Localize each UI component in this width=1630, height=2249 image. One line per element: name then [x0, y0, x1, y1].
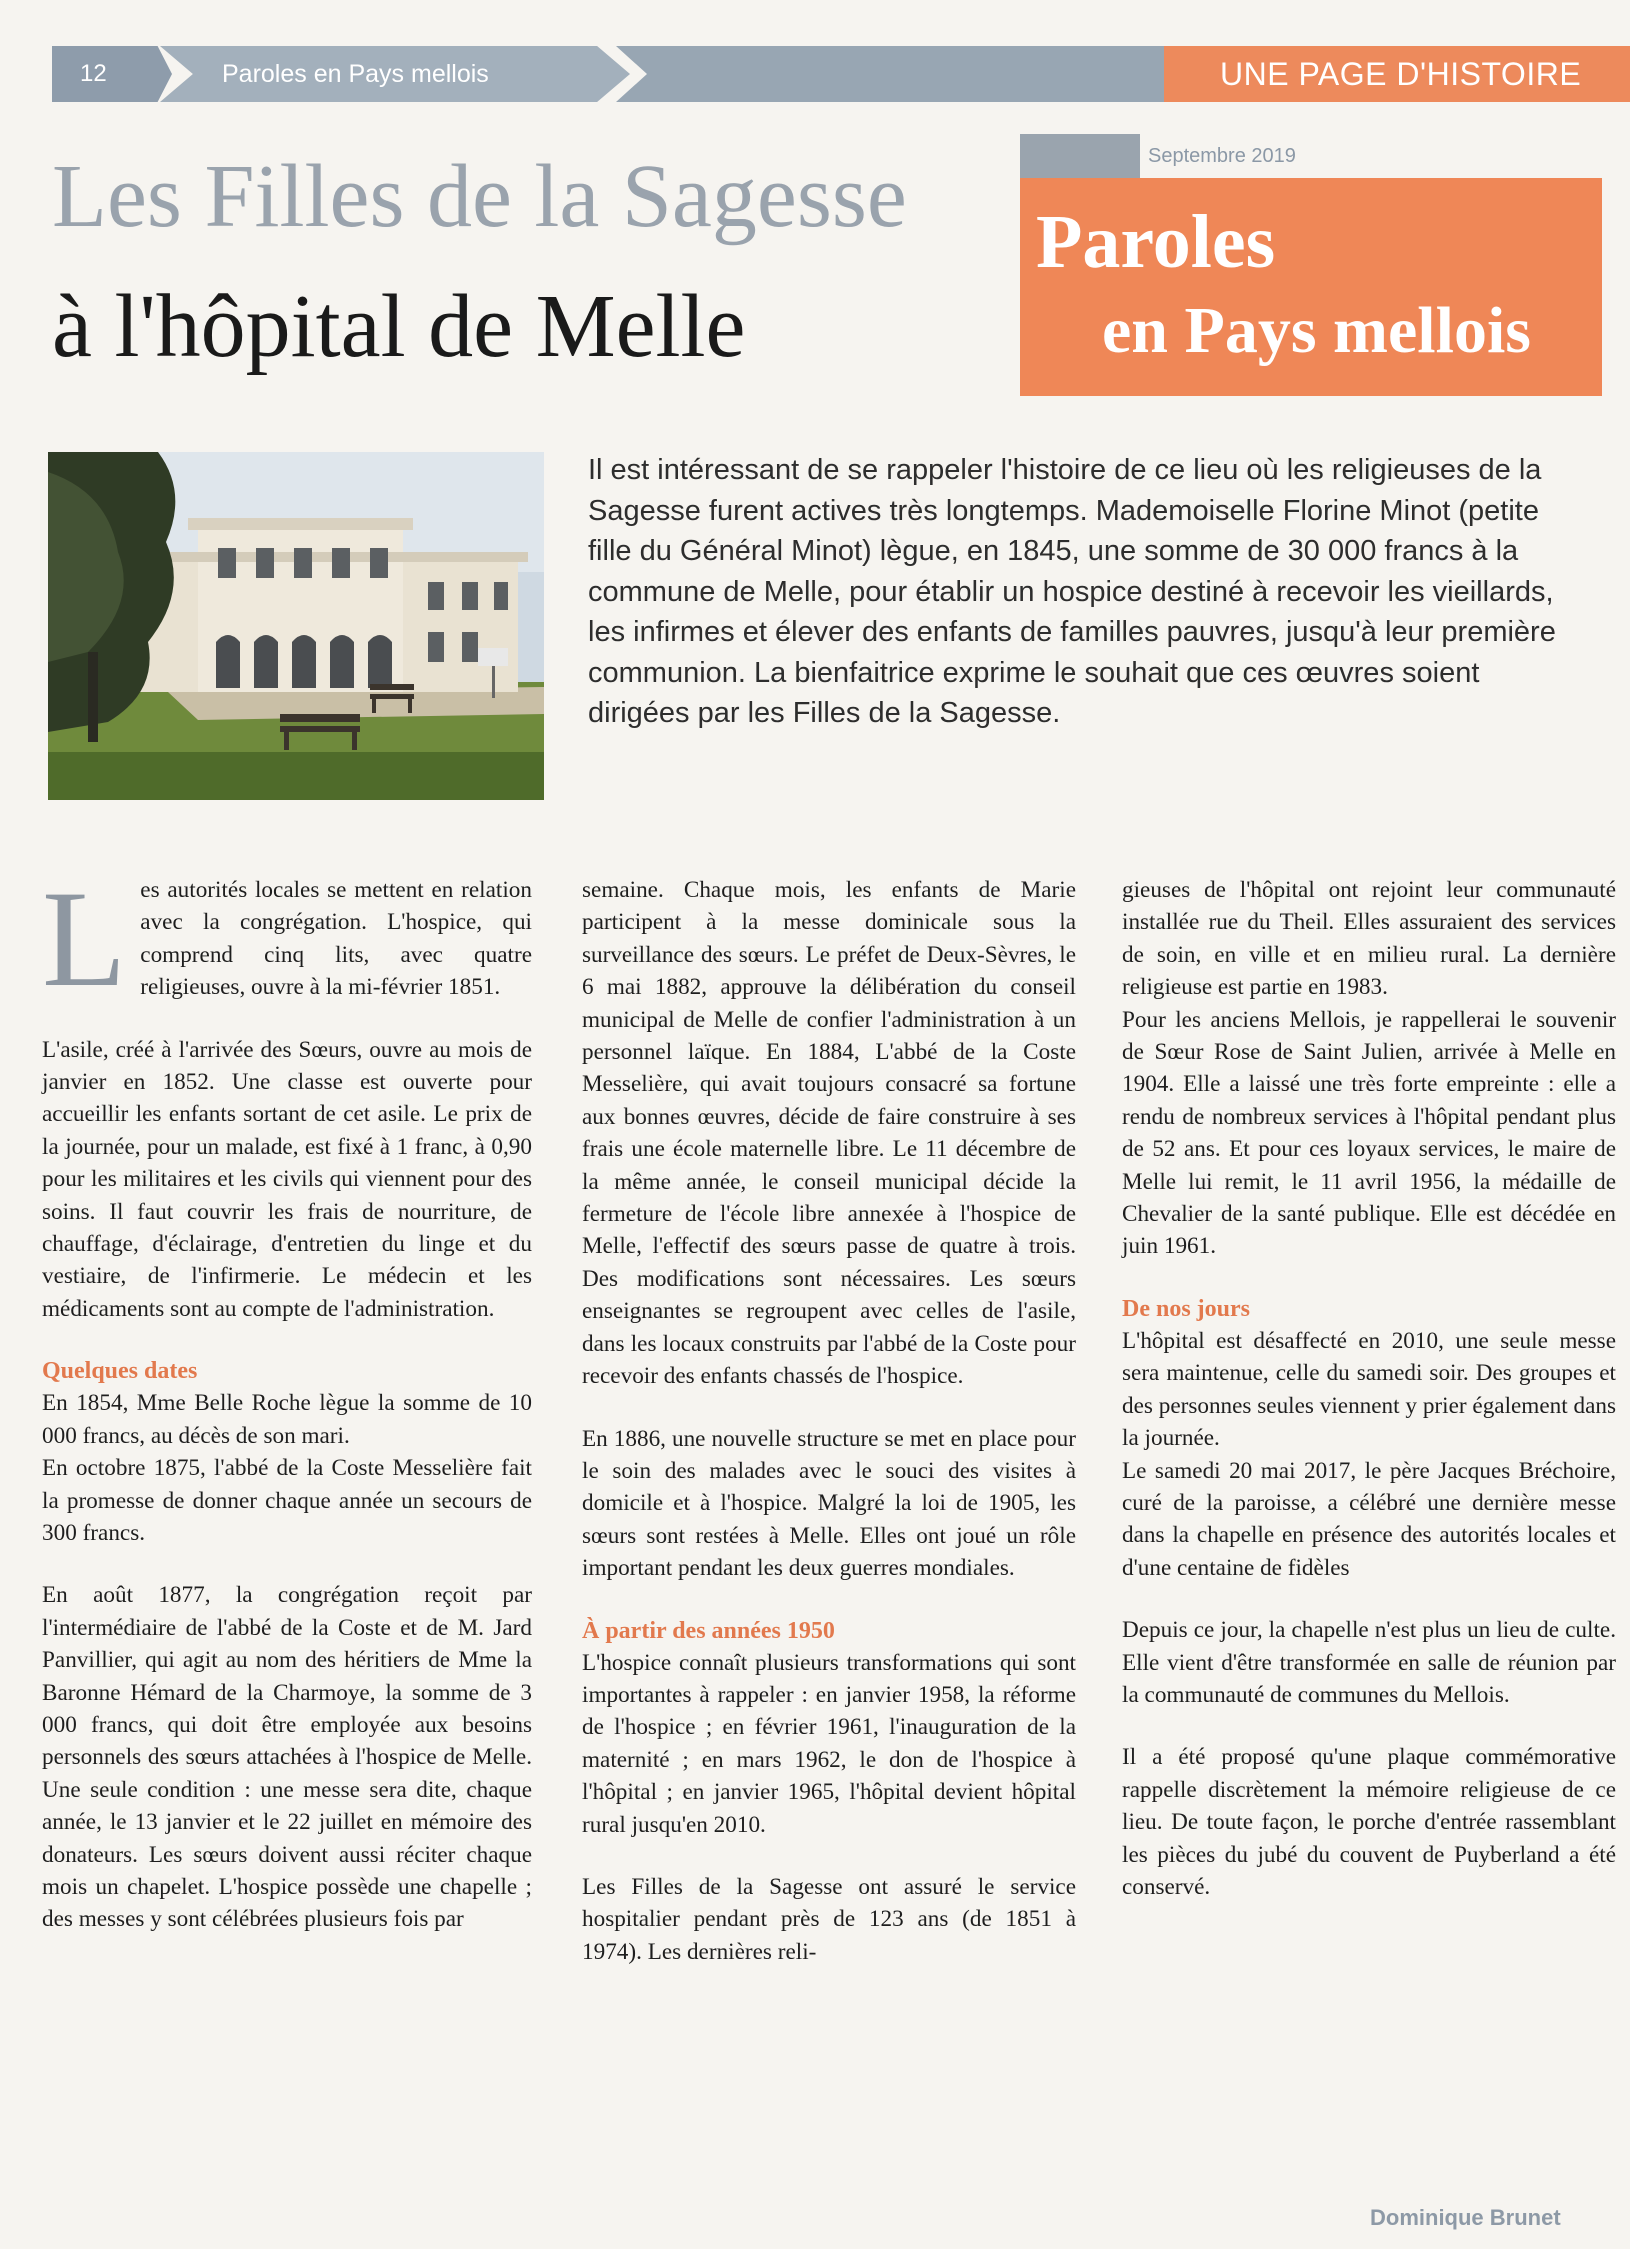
subheading-de-nos-jours: De nos jours	[1122, 1295, 1251, 1322]
hospital-photo	[48, 452, 544, 800]
masthead-date-marker	[1020, 134, 1140, 178]
article-paragraph: En 1886, une nouvelle structure se met en place pour le soin des malades avec le souci des visites à domicile et à l'hospice. Malgré la loi de 1905, les sœurs sont restées à Melle. Elles ont joué un rôle important pendant les deux guerres mondiales.	[582, 1425, 1076, 1582]
header-band	[52, 46, 1630, 102]
masthead-box	[1020, 134, 1602, 396]
page-number: 12	[80, 60, 107, 87]
article-paragraph: Les Filles de la Sagesse ont assuré le service hospitalier pendant près de 123 ans (de 1851 à 1974). Les dernières reli-	[582, 1873, 1076, 1965]
masthead-title-line2: en Pays mellois	[1102, 294, 1531, 367]
article-paragraph: En octobre 1875, l'abbé de la Coste Messelière fait la promesse de donner chaque année un secours de 300 francs.	[42, 1455, 532, 1546]
article-paragraph: Le samedi 20 mai 2017, le père Jacques Bréchoire, curé de la paroisse, a célébré une dernière messe dans la chapelle en présence des autorités locales et d'une centaine de fidèles	[1122, 1457, 1616, 1581]
article-column-1	[42, 862, 532, 1966]
header-publication-name: Paroles en Pays mellois	[222, 60, 489, 88]
section-rubric: UNE PAGE D'HISTOIRE	[1220, 56, 1582, 92]
header-arrow-bar	[616, 46, 1236, 102]
author-signature: Dominique Brunet	[1370, 2205, 1561, 2230]
page-number-tab	[52, 46, 172, 102]
article-paragraph: L'hôpital est désaffecté en 2010, une seule messe sera maintenue, celle du samedi soir. Des groupes et des personnes seules viennent y prier également dans la journée.	[1122, 1327, 1616, 1452]
article-paragraph: L'asile, créé à l'arrivée des Sœurs, ouvre au mois de janvier en 1852. Une classe est ouverte pour accueillir les enfants sortant de cet asile. Le prix de la journée, pour un malade, est fixé à 1 franc, à 0,90 pour les militaires et les civils qui viennent pour des soins. Il faut couvrir les frais de nourriture, de chauffage, d'éclairage, d'entretien du linge et du vestiaire, de l'infirmerie. Le médecin et les médicaments sont au compte de l'administration.	[42, 1036, 532, 1322]
article-paragraph: Les autorités locales se mettent en relation avec la congrégation. L'hospice, qui comprend cinq lits, avec quatre religieuses, ouvre à la mi-février 1851.	[42, 862, 532, 1015]
article-title-line2: à l'hôpital de Melle	[52, 277, 746, 376]
article-paragraph: L'hospice connaît plusieurs transformations qui sont importantes à rappeler : en janvier 1958, la réforme de l'hospice ; en février 1961, l'inauguration de la maternité ; en mars 1962, le don de l'hospice à l'hôpital ; en janvier 1965, l'hôpital devient hôpital rural jusqu'en 2010.	[582, 1649, 1076, 1838]
article-column-2	[582, 874, 1076, 1998]
article-paragraph: Depuis ce jour, la chapelle n'est plus un lieu de culte. Elle vient d'être transformée en salle de réunion par la communauté de communes du Mellois.	[1122, 1617, 1616, 1708]
article-paragraph: gieuses de l'hôpital ont rejoint leur communauté installée rue du Theil. Elles assuraient des services de soin, en ville et en milieu rural. La dernière religieuse est partie en 1983.	[1122, 877, 1616, 1001]
article-title-line1: Les Filles de la Sagesse	[52, 147, 907, 246]
article-paragraph: Il a été proposé qu'une plaque commémorative rappelle discrètement la mémoire religieuse de ce lieu. De toute façon, le porche d'entrée rassemblant les pièces du jubé du couvent de Puyberland a été conservé.	[1122, 1744, 1616, 1900]
masthead-title-line1: Paroles	[1036, 200, 1276, 284]
subheading-quelques-dates: Quelques dates	[42, 1358, 198, 1385]
article-intro: Il est intéressant de se rappeler l'histoire de ce lieu où les religieuses de la Sagesse furent actives très longtemps. Mademoiselle Florine Minot (petite fille du Général Minot) lègue, en 1845, une somme de 30 000 francs à la commune de Melle, pour établir un hospice destiné à recevoir les vieillards, les infirmes et élever des enfants de familles pauvres, jusqu'à leur première communion. La bienfaitrice exprime le souhait que ces œuvres soient dirigées par les Filles de la Sagesse.	[588, 454, 1556, 729]
masthead-date: Septembre 2019	[1148, 145, 1296, 167]
article-column-3	[1122, 874, 1616, 1933]
article-paragraph: Pour les anciens Mellois, je rappellerai le souvenir de Sœur Rose de Saint Julien, arrivée à Melle en 1904. Elle a laissé une très forte empreinte : elle a rendu de nombreux services à l'hôpital pendant plus de 52 ans. Et pour ces loyaux services, le maire de Melle lui remit, le 11 avril 1956, la médaille de Chevalier de la santé publique. Elle est décédée en juin 1961.	[1122, 1006, 1616, 1260]
article-paragraph: En août 1877, la congrégation reçoit par l'intermédiaire de l'abbé de la Coste et de M. Jard Panvillier, qui agit au nom des héritiers de Mme la Baronne Hémard de la Charmoye, la somme de 3 000 francs, qui doit être employée aux besoins personnels des sœurs attachées à l'hospice de Melle. Une seule condition : une messe sera dite, chaque année, le 13 janvier et le 22 juillet en mémoire des donateurs. Les sœurs doivent aussi réciter chaque mois un chapelet. L'hospice possède une chapelle ; des messes y sont célébrées plusieurs fois par	[42, 1582, 532, 1933]
subheading-annees-1950: À partir des années 1950	[582, 1617, 835, 1644]
article-paragraph: En 1854, Mme Belle Roche lègue la somme de 10 000 francs, au décès de son mari.	[42, 1390, 532, 1449]
article-paragraph: semaine. Chaque mois, les enfants de Marie participent à la messe dominicale sous la surveillance des sœurs. Le préfet de Deux-Sèvres, le 6 mai 1882, approuve la délibération du conseil municipal de Melle de confier l'administration à un personnel laïque. En 1884, L'abbé de la Coste Messelière, qui avait toujours consacré sa fortune aux bonnes œuvres, décide de faire construire à ses frais une école maternelle libre. Le 11 décembre de la même année, le conseil municipal décide la fermeture de l'école libre annexée à l'hospice de Melle, l'effectif des sœurs passe de quatre à trois. Des modifications sont nécessaires. Les sœurs enseignantes se regroupent avec celles de l'asile, dans les locaux construits par l'abbé de la Coste pour recevoir des enfants chassés de l'hospice.	[582, 877, 1076, 1390]
drop-cap: L	[42, 862, 127, 1015]
